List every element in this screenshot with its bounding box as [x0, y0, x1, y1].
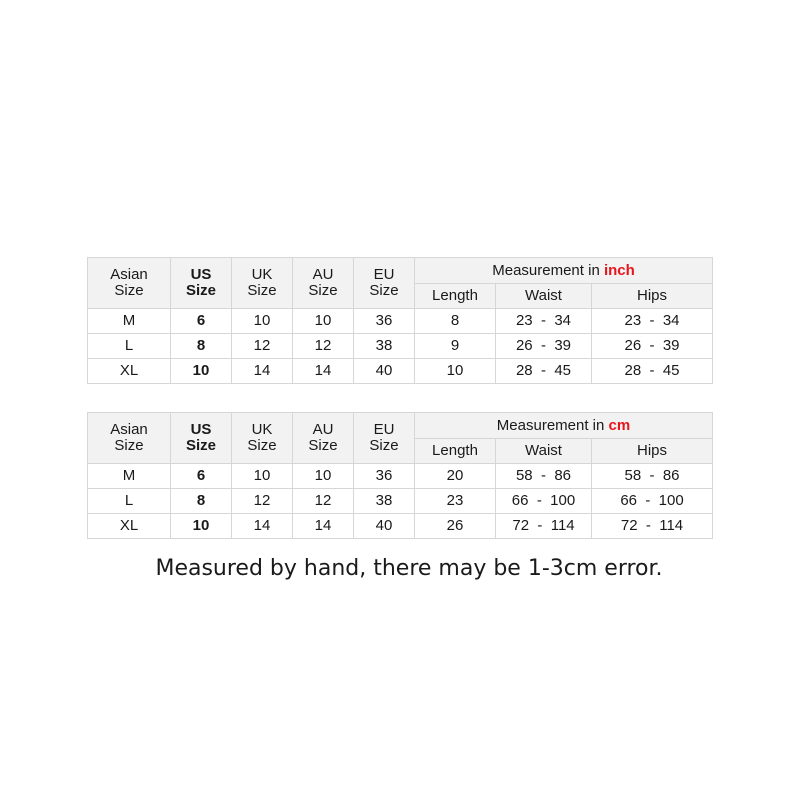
header-us-size: US Size [171, 413, 232, 464]
cell-hips: 66 - 100 [592, 489, 713, 514]
cell-au: 14 [293, 514, 354, 539]
header-waist: Waist [496, 439, 592, 464]
cell-waist: 26 - 39 [496, 334, 592, 359]
cell-eu: 40 [354, 514, 415, 539]
header-eu-size: EU Size [354, 413, 415, 464]
header-eu-size: EU Size [354, 258, 415, 309]
cell-length: 23 [415, 489, 496, 514]
cell-length: 10 [415, 359, 496, 384]
cell-asian: L [88, 334, 171, 359]
header-asian-size: Asian Size [88, 258, 171, 309]
header-us-size: US Size [171, 258, 232, 309]
cell-hips: 58 - 86 [592, 464, 713, 489]
cell-asian: M [88, 309, 171, 334]
cell-uk: 12 [232, 334, 293, 359]
cell-au: 14 [293, 359, 354, 384]
cell-asian: XL [88, 514, 171, 539]
cell-us: 6 [171, 309, 232, 334]
header-length: Length [415, 439, 496, 464]
table-row [88, 309, 713, 334]
header-waist: Waist [496, 284, 592, 309]
cell-au: 12 [293, 489, 354, 514]
header-measurement [415, 413, 713, 439]
table-row [88, 489, 713, 514]
cell-au: 10 [293, 464, 354, 489]
cell-length: 26 [415, 514, 496, 539]
cell-uk: 14 [232, 514, 293, 539]
header-length: Length [415, 284, 496, 309]
cell-waist: 72 - 114 [496, 514, 592, 539]
header-hips: Hips [592, 284, 713, 309]
cell-asian: M [88, 464, 171, 489]
cell-eu: 36 [354, 309, 415, 334]
cell-uk: 10 [232, 464, 293, 489]
cell-waist: 28 - 45 [496, 359, 592, 384]
cell-us: 8 [171, 489, 232, 514]
header-au-size: AU Size [293, 413, 354, 464]
cell-us: 8 [171, 334, 232, 359]
cell-eu: 38 [354, 334, 415, 359]
measurement-unit: cm [608, 416, 631, 434]
cell-waist: 58 - 86 [496, 464, 592, 489]
header-au-size: AU Size [293, 258, 354, 309]
cell-uk: 12 [232, 489, 293, 514]
cell-waist: 23 - 34 [496, 309, 592, 334]
table-row [88, 334, 713, 359]
cell-hips: 23 - 34 [592, 309, 713, 334]
size-chart-inch [87, 257, 713, 384]
cell-au: 10 [293, 309, 354, 334]
header-hips: Hips [592, 439, 713, 464]
cell-au: 12 [293, 334, 354, 359]
header-asian-size: Asian Size [88, 413, 171, 464]
cell-hips: 26 - 39 [592, 334, 713, 359]
table-row [88, 464, 713, 489]
measurement-note: Measured by hand, there may be 1-3cm error. [155, 556, 663, 581]
cell-eu: 40 [354, 359, 415, 384]
cell-asian: XL [88, 359, 171, 384]
cell-uk: 10 [232, 309, 293, 334]
cell-length: 9 [415, 334, 496, 359]
cell-us: 10 [171, 514, 232, 539]
header-uk-size: UK Size [232, 258, 293, 309]
cell-asian: L [88, 489, 171, 514]
header-uk-size: UK Size [232, 413, 293, 464]
cell-us: 10 [171, 359, 232, 384]
header-measurement [415, 258, 713, 284]
size-chart-cm [87, 412, 713, 539]
cell-eu: 38 [354, 489, 415, 514]
measurement-prefix: Measurement in [496, 416, 609, 434]
cell-hips: 28 - 45 [592, 359, 713, 384]
cell-hips: 72 - 114 [592, 514, 713, 539]
cell-uk: 14 [232, 359, 293, 384]
cell-length: 8 [415, 309, 496, 334]
cell-us: 6 [171, 464, 232, 489]
measurement-unit: inch [603, 261, 635, 279]
table-row [88, 359, 713, 384]
measurement-prefix: Measurement in [492, 261, 604, 279]
cell-waist: 66 - 100 [496, 489, 592, 514]
cell-eu: 36 [354, 464, 415, 489]
cell-length: 20 [415, 464, 496, 489]
table-row [88, 514, 713, 539]
